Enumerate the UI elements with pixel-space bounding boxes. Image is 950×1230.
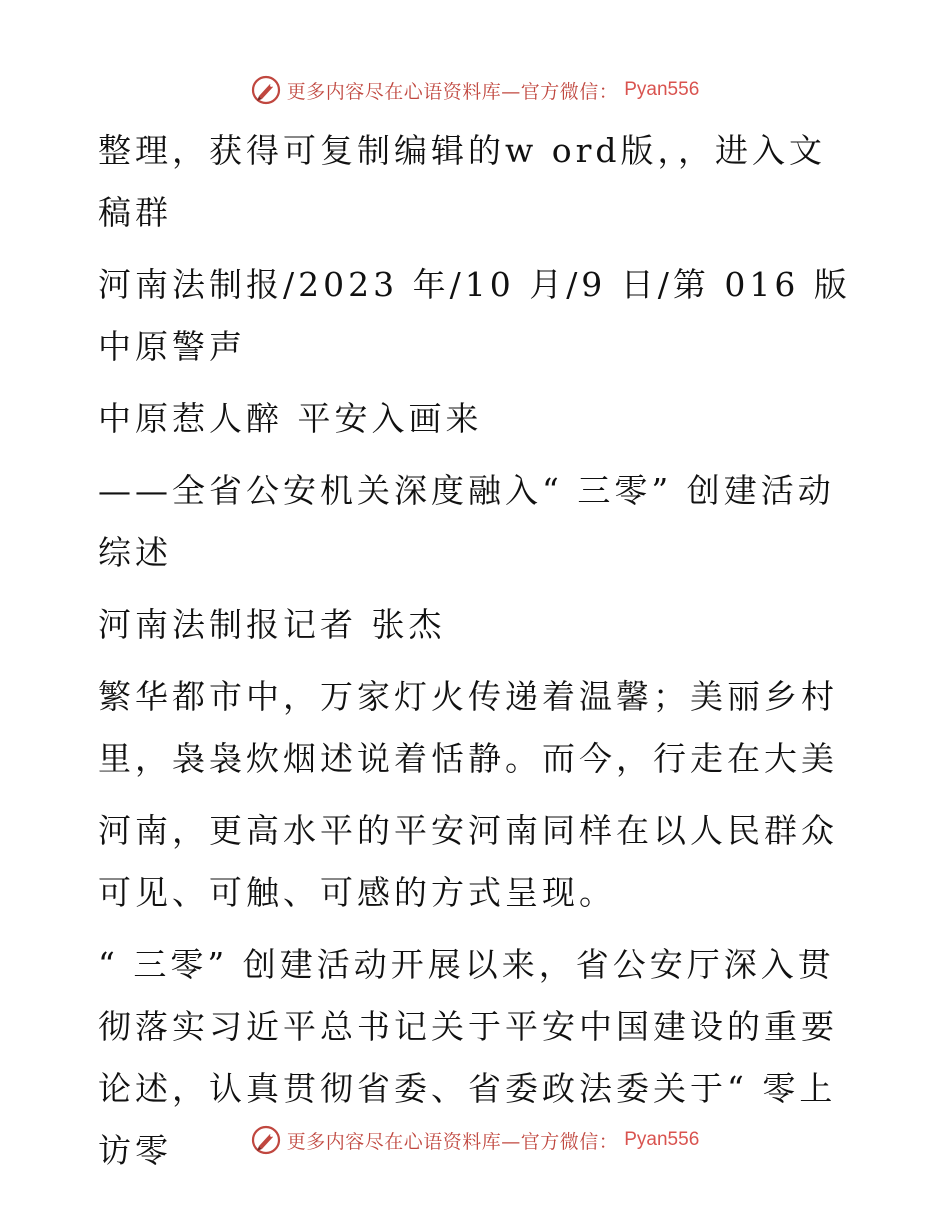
banner-text: 更多内容尽在心语资料库—官方微信：	[286, 80, 619, 103]
paragraph-body-2: 河南，更高水平的平安河南同样在以人民群众可见、可触、可感的方式呈现。	[98, 811, 838, 912]
pen-seal-icon	[251, 1125, 281, 1155]
paragraph-intro: 整理，获得可复制编辑的w ord版，，进入文稿群	[98, 131, 827, 232]
pen-seal-icon	[251, 75, 281, 105]
footer-banner	[0, 1120, 950, 1160]
document-body	[98, 120, 858, 1192]
wechat-id: Pyan556	[624, 79, 700, 100]
wechat-id: Pyan556	[624, 1129, 700, 1150]
paragraph-body-1: 繁华都市中，万家灯火传递着温馨；美丽乡村里，袅袅炊烟述说着恬静。而今，行走在大美	[98, 677, 838, 778]
article-subtitle: ——全省公安机关深度融入“ 三零” 创建活动综述	[98, 471, 835, 572]
paragraph-source: 河南法制报/2023 年/10 月/9 日/第 016 版中原警声	[98, 265, 851, 366]
article-title: 中原惹人醉 平安入画来	[98, 399, 483, 438]
paragraph-body-3: “ 三零” 创建活动开展以来，省公安厅深入贯彻落实习近平总书记关于平安中国建设的重要论述，认真贯彻省委、省委政法委关于“ 零上访零	[98, 945, 838, 1170]
article-byline: 河南法制报记者 张杰	[98, 605, 446, 644]
header-banner	[0, 70, 950, 110]
banner-text: 更多内容尽在心语资料库—官方微信：	[286, 1130, 619, 1153]
